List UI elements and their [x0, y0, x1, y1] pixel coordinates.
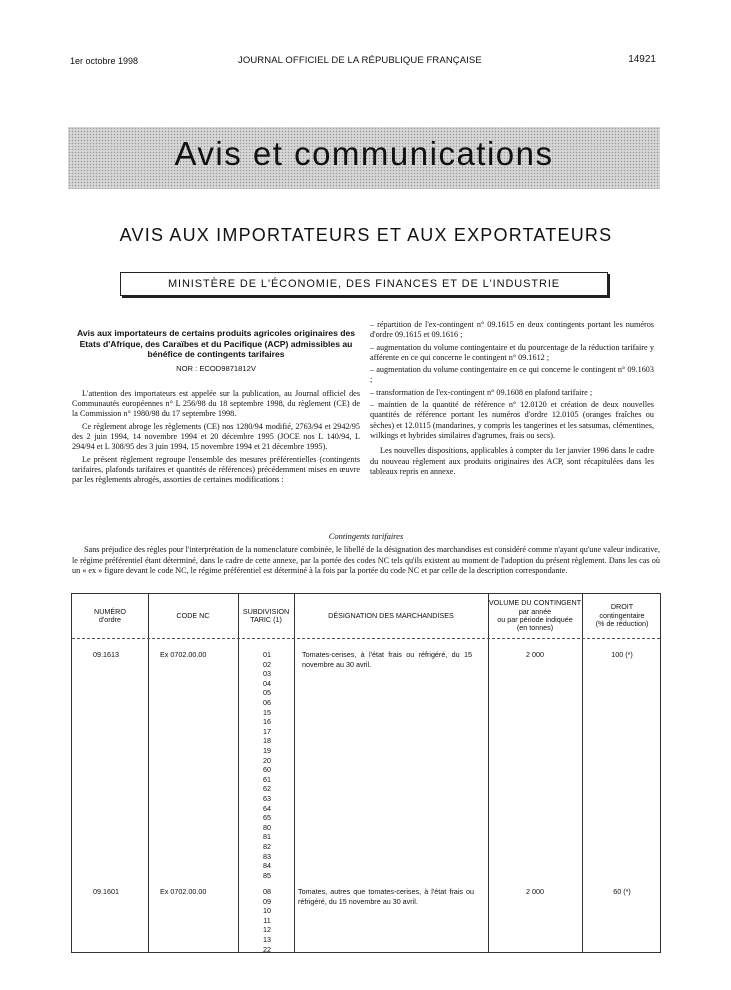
nor-reference: NOR : ECOD9871812V	[176, 363, 256, 373]
journal-title: JOURNAL OFFICIEL DE LA RÉPUBLIQUE FRANÇAISE	[238, 55, 482, 66]
row-designation: Tomates, autres que tomates-cerises, à l'état frais ou réfrigéré, du 15 novembre au 30 avril.	[298, 887, 474, 906]
row-droit: 100 (*)	[611, 650, 633, 659]
modification-item: – augmentation du volume contingentaire en ce qui concerne le contingent n° 09.1603 ;	[370, 365, 654, 385]
page-number: 14921	[628, 54, 656, 65]
notice-paragraph: Le présent règlement regroupe l'ensemble des mesures préférentielles (contingents tarifaires, plafonds tarifaires et quantités de références) précédemment mises en œuvre par les règlements abrogés, assorties de certaines modifications :	[72, 454, 360, 485]
row-volume: 2 000	[526, 650, 544, 659]
modification-item: – maintien de la quantité de référence n° 12.0120 et création de deux nouvelles quantités de référence portant les numéros d'ordre 12.0105 (oranges fraîches ou sèches) et 12.0115 (mandarines, y compris les tangerines et les satsumas, clémentines, wilkings et hybrides similaires d'agrumes, frais ou secs).	[370, 400, 654, 440]
quota-table	[71, 593, 661, 953]
header-droit: DROIT contingentaire (% de réduction)	[595, 602, 649, 629]
subdivision-code: 05	[263, 688, 271, 698]
page-header	[70, 52, 658, 68]
ministry-box: MINISTÈRE DE L'ÉCONOMIE, DES FINANCES ET DE L'INDUSTRIE	[120, 272, 608, 296]
subdivision-code: 09	[263, 896, 271, 906]
notice-paragraph: L'attention des importateurs est appelée sur la publication, au Journal officiel des Communautés européennes n° L 256/98 du 18 septembre 1998, du règlement (CE) de la Commission n° 1980/98 du 17 septembre 1998.	[72, 388, 360, 419]
row-code-nc: Ex 0702.00.00	[160, 650, 207, 659]
modification-item: – répartition de l'ex-contingent n° 09.1615 en deux contingents portant les numéros d'ordre 09.1615 et 09.1616 ;	[370, 320, 654, 340]
subdivision-code: 60	[263, 765, 271, 775]
subdivision-code: 84	[263, 861, 271, 871]
subdivision-code: 63	[263, 794, 271, 803]
subdivision-code: 02	[263, 659, 271, 669]
subdivision-code: 17	[263, 726, 271, 736]
notice-title: Avis aux importateurs de certains produits agricoles originaires des Etats d'Afrique, des Caraïbes et du Pacifique (ACP) admissibles au bénéfice de contingents tarifaires	[76, 328, 356, 359]
header-subdivision: SUBDIVISION TARIC (1)	[242, 606, 290, 624]
row-code-nc: Ex 0702.00.00	[160, 887, 207, 896]
subdivision-code: 10	[263, 906, 271, 916]
subdivision-code: 81	[263, 832, 271, 842]
notice-paragraph: Ce règlement abroge les règlements (CE) nos 1280/94 modifié, 2763/94 et 2942/95 des 2 juin 1994, 14 novembre 1994 et 20 décembre 1995 (JOCE nos L 140/94, L 294/94 et L 308/95 des 3 juin 1994, 15 novembre 1994 et 21 décembre 1995).	[72, 421, 360, 452]
subdivision-code: 12	[263, 925, 271, 935]
subdivision-code: 16	[263, 717, 271, 727]
notice-right-column	[370, 320, 654, 479]
row-volume: 2 000	[526, 887, 544, 896]
section-heading: AVIS AUX IMPORTATEURS ET AUX EXPORTATEURS	[119, 225, 613, 245]
subdivision-code: 22	[263, 944, 271, 954]
banner-title: Avis et communications	[174, 135, 554, 172]
subdivision-code: 19	[263, 746, 271, 755]
header-designation: DÉSIGNATION DES MARCHANDISES	[328, 610, 454, 620]
subdivision-code: 62	[263, 784, 271, 794]
subdivision-code: 01	[263, 650, 271, 659]
subdivision-code: 64	[263, 803, 271, 813]
modification-item: – augmentation du volume contingentaire et du pourcentage de la réduction tarifaire y afférente en ce qui concerne le contingent n° 09.1612 ;	[370, 342, 654, 362]
subdivision-code: 65	[263, 813, 271, 823]
subdivision-code: 85	[263, 870, 271, 880]
subdivision-code: 15	[263, 707, 271, 717]
row-designation: Tomates-cerises, à l'état frais ou réfrigéré, du 15 novembre au 30 avril.	[302, 650, 472, 669]
subdivision-code: 18	[263, 736, 271, 746]
row-numero: 09.1601	[93, 887, 119, 896]
contingents-title: Contingents tarifaires	[328, 531, 404, 541]
subdivision-code: 06	[263, 698, 271, 707]
subdivision-code: 80	[263, 822, 271, 832]
notice-left-column	[72, 328, 360, 487]
subdivision-code: 04	[263, 678, 271, 688]
contingents-intro: Sans préjudice des règles pour l'interprétation de la nomenclature combinée, le libellé de la désignation des marchandises est considéré comme n'ayant qu'une valeur indicative, le régime préférentiel étant déterminé, dans le cadre de cette annexe, par la portée des codes NC tels qu'ils existent au moment de l'adoption du présent règlement. Dans les cas où un « ex » figure devant le code NC, le régime préférentiel est déterminé à la fois par la portée du code NC et par celle de la description correspondante.	[72, 545, 660, 575]
header-code-nc: CODE NC	[176, 610, 210, 620]
modification-item: – transformation de l'ex-contingent n° 09.1608 en plafond tarifaire ;	[370, 387, 593, 397]
closing-paragraph: Les nouvelles dispositions, applicables à compter du 1er janvier 1996 dans le cadre du nouveau règlement aux produits originaires des ACP, sont récapitulées dans les tableaux repris en annexe.	[370, 446, 654, 476]
subdivision-code: 11	[263, 915, 271, 925]
subdivision-code: 03	[263, 669, 271, 679]
section-banner	[68, 127, 660, 189]
header-volume: VOLUME DU CONTINGENT par année ou par période indiquée (en tonnes)	[488, 598, 582, 633]
row-droit: 60 (*)	[613, 887, 631, 896]
subdivision-code: 61	[263, 774, 271, 784]
subdivision-code: 08	[263, 887, 271, 896]
subdivision-code: 20	[263, 755, 271, 765]
header-numero: NUMÉRO d'ordre	[94, 606, 126, 624]
subdivision-code: 82	[263, 842, 271, 851]
subdivision-code: 83	[263, 851, 271, 861]
issue-date: 1er octobre 1998	[70, 56, 139, 66]
subdivision-code: 13	[263, 935, 271, 944]
row-numero: 09.1613	[93, 650, 119, 659]
